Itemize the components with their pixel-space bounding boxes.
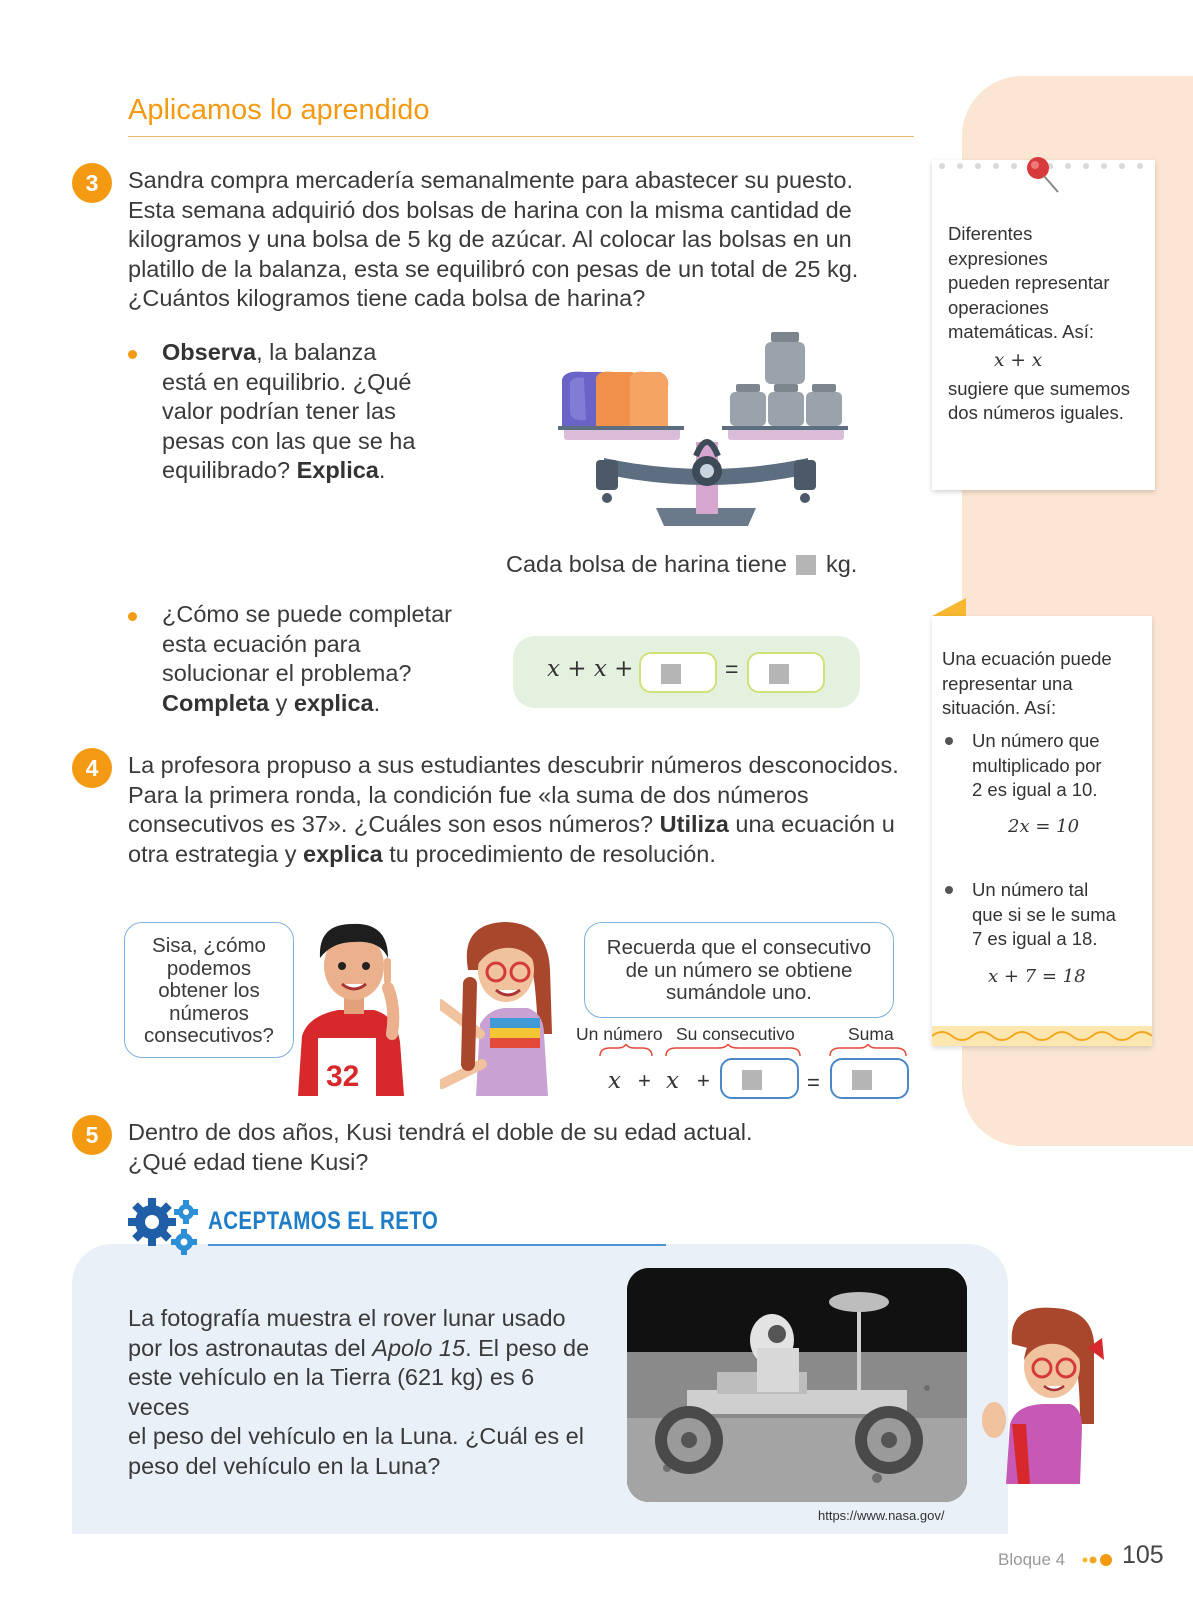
problem-5-line: ¿Qué edad tiene Kusi? bbox=[128, 1148, 369, 1175]
lunar-rover-photo bbox=[627, 1268, 967, 1502]
problem-4-line: tu procedimiento de resolución. bbox=[382, 840, 716, 867]
equation-2-plus: + bbox=[638, 1068, 651, 1093]
problem-3-line: platillo de la balanza, esta se equilibró con pesas de un total de 25 kg. bbox=[128, 255, 859, 282]
problem-4-badge: 4 bbox=[72, 748, 112, 788]
note-line: multiplicado por bbox=[972, 754, 1102, 776]
challenge-line: La fotografía muestra el rover lunar usado bbox=[128, 1305, 566, 1331]
note-2-item-1 bbox=[972, 729, 1147, 803]
bubble-line: sumándole uno. bbox=[666, 981, 812, 1004]
bubble-line: obtener los bbox=[158, 979, 260, 1002]
note-expression: x + 7 = 18 bbox=[988, 966, 1086, 987]
note-line: 2 es igual a 10. bbox=[972, 779, 1098, 800]
bullet-text: , la balanza bbox=[256, 339, 377, 365]
problem-3-line: Sandra compra mercadería semanalmente para abastecer su puesto. bbox=[128, 167, 853, 193]
label-braces bbox=[598, 1044, 910, 1058]
bullet-dot bbox=[945, 737, 953, 745]
speech-bubble-boy bbox=[124, 922, 294, 1058]
footer-dots-icon bbox=[1082, 1553, 1114, 1567]
footer-block-label: Bloque 4 bbox=[998, 1550, 1066, 1569]
equals-sign: = bbox=[725, 656, 739, 682]
note-line: sugiere que sumemos bbox=[948, 377, 1131, 399]
bullet-text: . bbox=[378, 457, 386, 483]
bullet-text: equilibrado? bbox=[162, 457, 297, 483]
gears-icon bbox=[128, 1196, 202, 1262]
equation-2-plus: + bbox=[697, 1068, 710, 1093]
bold-completa: Completa bbox=[162, 689, 270, 716]
bullet-text: esta ecuación para bbox=[162, 630, 361, 657]
challenge-line: peso del vehículo en la Luna? bbox=[128, 1452, 441, 1479]
sticky-note-equations bbox=[932, 616, 1152, 1046]
bold-explica: explica bbox=[303, 840, 383, 867]
answer-blank[interactable] bbox=[796, 555, 816, 575]
balance-scale-illustration bbox=[556, 330, 856, 535]
problem-5-statement bbox=[128, 1118, 908, 1177]
equation-lhs: x + x + bbox=[547, 656, 634, 682]
note-line: operaciones bbox=[948, 296, 1049, 318]
peeking-girl-illustration bbox=[976, 1304, 1116, 1484]
problem-4-line: una ecuación u bbox=[728, 811, 895, 837]
equation-answer-slot-2[interactable] bbox=[747, 652, 825, 693]
problem-3-line: ¿Cuántos kilogramos tiene cada bolsa de harina? bbox=[128, 285, 646, 311]
bold-explica: explica bbox=[293, 689, 374, 716]
note-line: pueden representar bbox=[948, 272, 1110, 293]
problem-3-line: Esta semana adquirió dos bolsas de harina con la misma cantidad de bbox=[128, 196, 852, 223]
bold-observa: Observa bbox=[162, 339, 257, 365]
equation-box bbox=[513, 636, 860, 708]
label-consecutive: Su consecutivo bbox=[676, 1024, 795, 1044]
problem-3-badge: 3 bbox=[72, 163, 112, 203]
problem-3-bullet-2 bbox=[162, 600, 502, 718]
problem-4-statement bbox=[128, 751, 928, 869]
bullet-dot bbox=[128, 612, 137, 621]
speech-bubble-girl bbox=[584, 922, 894, 1018]
problem-4-line: La profesora propuso a sus estudiantes descubrir números desconocidos. bbox=[128, 752, 899, 778]
page-number: 105 bbox=[1122, 1541, 1164, 1569]
equation-2-x1: x bbox=[608, 1068, 621, 1094]
challenge-statement bbox=[128, 1304, 598, 1481]
challenge-line: . El peso de bbox=[465, 1334, 590, 1361]
section-divider bbox=[128, 136, 914, 137]
note-line: situación. Así: bbox=[942, 697, 1057, 718]
note-expression: 2x = 10 bbox=[1008, 816, 1080, 837]
bold-utiliza: Utiliza bbox=[659, 811, 729, 837]
equals-sign: = bbox=[807, 1070, 820, 1095]
challenge-line: este vehículo en la Tierra (621 kg) es 6 veces bbox=[128, 1364, 535, 1420]
note-line: Un número que bbox=[972, 730, 1100, 751]
answer-unit: kg. bbox=[825, 551, 858, 577]
note-line: Diferentes bbox=[948, 223, 1033, 244]
problem-3-statement bbox=[128, 166, 908, 314]
problem-4-line: otra estrategia y bbox=[128, 840, 304, 867]
label-sum: Suma bbox=[848, 1024, 894, 1044]
boy-illustration bbox=[288, 918, 428, 1096]
sticky-note-expressions bbox=[932, 160, 1155, 490]
problem-3-bullet-1 bbox=[162, 338, 492, 486]
note-line: que si se le suma bbox=[972, 903, 1116, 925]
lunar-rover-image bbox=[627, 1268, 967, 1502]
bullet-text: valor podrían tener las bbox=[162, 398, 396, 424]
problem-4-line: consecutivos es 37». ¿Cuáles son esos números? bbox=[128, 811, 660, 837]
bullet-text: pesas con las que se ha bbox=[162, 427, 416, 454]
shirt-number: 32 bbox=[326, 1060, 360, 1093]
note-line: dos números iguales. bbox=[948, 402, 1124, 423]
bubble-line: de un número se obtiene bbox=[625, 958, 853, 982]
photo-credit: https://www.nasa.gov/ bbox=[818, 1508, 945, 1523]
note-2-item-2 bbox=[972, 878, 1147, 952]
challenge-divider bbox=[208, 1244, 666, 1246]
pushpin-icon bbox=[1020, 154, 1066, 198]
challenge-italic: Apolo 15 bbox=[372, 1334, 466, 1361]
problem-3-line: kilogramos y una bolsa de 5 kg de azúcar. Al colocar las bolsas en un bbox=[128, 226, 852, 252]
note-line: Una ecuación puede bbox=[942, 648, 1112, 669]
challenge-line: el peso del vehículo en la Luna. ¿Cuál es el bbox=[128, 1423, 584, 1449]
bullet-text: solucionar el problema? bbox=[162, 660, 412, 686]
note-wave-border bbox=[932, 1026, 1152, 1046]
note-line: 7 es igual a 18. bbox=[972, 928, 1098, 949]
bubble-line: podemos bbox=[166, 956, 252, 980]
bold-explica: Explica bbox=[296, 457, 379, 483]
answer-line bbox=[506, 550, 857, 580]
answer-text: Cada bolsa de harina tiene bbox=[506, 551, 787, 577]
note-1-text bbox=[948, 222, 1148, 426]
note-2-text bbox=[942, 647, 1147, 721]
equation-answer-slot-1[interactable] bbox=[639, 652, 717, 693]
bullet-dot bbox=[945, 886, 953, 894]
bullet-dot bbox=[128, 350, 137, 359]
label-number: Un número bbox=[576, 1024, 663, 1044]
note-line: matemáticas. Así: bbox=[948, 321, 1094, 342]
bullet-text: ¿Cómo se puede completar bbox=[162, 601, 452, 627]
bubble-line: consecutivos? bbox=[144, 1024, 274, 1047]
bullet-text: . bbox=[373, 689, 381, 716]
bullet-text: y bbox=[269, 689, 294, 716]
equation-2-slot-2[interactable] bbox=[830, 1058, 909, 1099]
challenge-title: ACEPTAMOS EL RETO bbox=[208, 1207, 439, 1235]
section-title: Aplicamos lo aprendido bbox=[128, 94, 430, 126]
note-line: Un número tal bbox=[972, 879, 1089, 900]
challenge-line: por los astronautas del bbox=[128, 1334, 373, 1361]
bubble-line: Sisa, ¿cómo bbox=[152, 934, 266, 957]
problem-4-line: Para la primera ronda, la condición fue «la suma de dos números bbox=[128, 781, 809, 808]
note-line: representar una bbox=[942, 672, 1073, 694]
note-expression: x + x bbox=[994, 349, 1043, 371]
note-line: expresiones bbox=[948, 247, 1048, 269]
equation-2-x2: x bbox=[666, 1068, 679, 1094]
girl-illustration bbox=[440, 914, 564, 1096]
equation-2-slot-1[interactable] bbox=[720, 1058, 799, 1099]
bullet-text: está en equilibrio. ¿Qué bbox=[162, 368, 412, 395]
problem-5-badge: 5 bbox=[72, 1115, 112, 1155]
note-corner-tab bbox=[932, 598, 966, 616]
problem-5-line: Dentro de dos años, Kusi tendrá el doble de su edad actual. bbox=[128, 1119, 753, 1145]
bubble-line: números bbox=[169, 1001, 249, 1025]
bubble-line: Recuerda que el consecutivo bbox=[606, 936, 872, 959]
